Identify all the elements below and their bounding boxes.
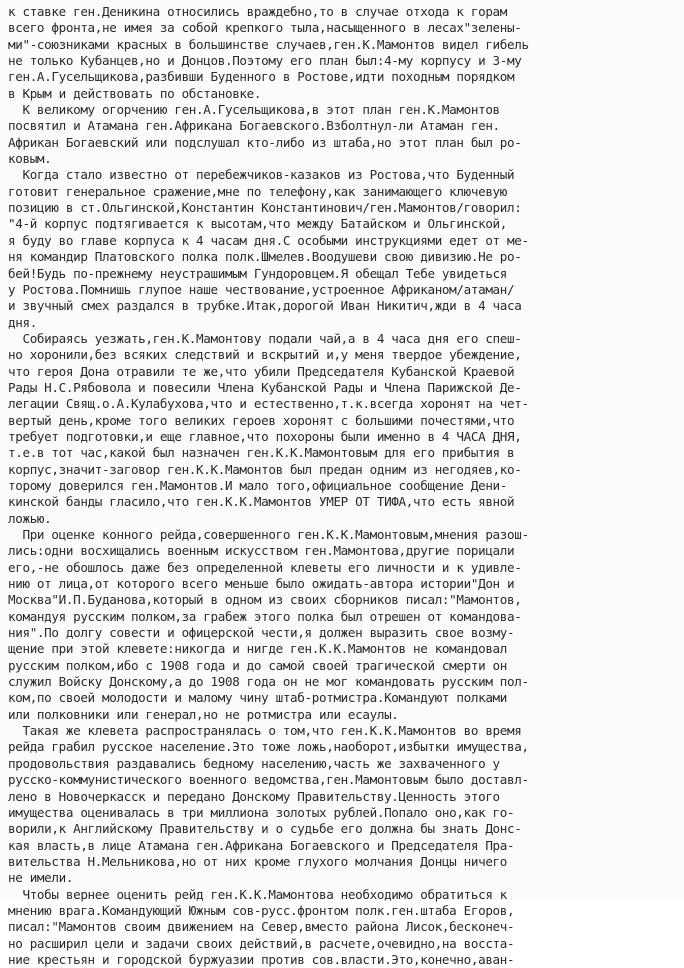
- text-line: бей!Будь по-прежнему неустрашимым Гундоровцем.Я обещал Тебе увидеться: [8, 265, 508, 281]
- text-line: посвятил и Атамана ген.Африкана Богаевского.Взболтнул-ли Атаман ген.: [8, 118, 500, 134]
- text-line: ковым.: [8, 151, 52, 167]
- text-line: Чтобы вернее оценить рейд ген.К.К.Мамонтова необходимо обратиться к: [8, 886, 508, 902]
- text-line: не только Кубанцев,но и Донцов.Поэтому его план был:4-му корпусу и 3-му: [8, 53, 522, 69]
- paragraph: [8, 4, 680, 102]
- text-line: ня командир Платовского полка полк.Шмелев.Воодушеви свою дивизию.Не ро-: [8, 249, 522, 265]
- text-line: ком,по своей молодости и малому чину штаб-ротмистра.Командуют полками: [8, 690, 508, 706]
- text-line: Когда стало известно от перебежчиков-казаков из Ростова,что Буденный: [8, 167, 515, 183]
- text-line: нию от лица,от которого всего меньше было ожидать-автора истории"Дон и: [8, 576, 515, 592]
- text-line: кинской банды гласило,что ген.К.К.Мамонтов УМЕР ОТ ТИФА,что есть явной: [8, 494, 515, 510]
- text-line: ген.А.Гусельщикова,разбивши Буденного в Ростове,идти походным порядком: [8, 69, 515, 85]
- paragraph: [8, 167, 680, 330]
- document-body: [8, 4, 680, 968]
- text-line: щение при этой клевете:никогда и нигде ген.К.К.Мамонтов не командовал: [8, 641, 508, 657]
- text-line: и звучный смех раздался в трубке.Итак,дорогой Иван Никитич,жди в 4 часа: [8, 298, 522, 314]
- text-line: вертый день,кроме того великих героев хоронят с большими почестями,что: [8, 412, 515, 428]
- text-line: ние крестьян и городской буржуазии против сов.власти.Это,конечно,аван-: [8, 951, 515, 967]
- text-line: Африкан Богаевский или подслушал кто-либо из штаба,но этот план был ро-: [8, 134, 522, 150]
- text-line: дня.: [8, 314, 37, 330]
- text-line: в Крым и действовать по обстановке.: [8, 85, 262, 101]
- text-line: "4-й корпус подтягивается к высотам,что между Батайском и Ольгинской,: [8, 216, 508, 232]
- paragraph: [8, 527, 680, 723]
- text-line: торому доверился ген.Мамонтов.И мало того,официальное сообщение Дени-: [8, 477, 508, 493]
- text-line: мнению врага.Командующий Южным сов-русс.фронтом полк.ген.штаба Егоров,: [8, 902, 515, 918]
- text-line: не имели.: [8, 870, 74, 886]
- text-line: При оценке конного рейда,совершенного ген.К.К.Мамонтовым,мнения разош-: [8, 527, 529, 542]
- text-line: лено в Новочеркасск и передано Донскому Правительству.Ценность этого: [8, 788, 500, 804]
- text-line: требует подготовки,и еще главное,что похороны были именно в 4 ЧАСА ДНЯ,: [8, 428, 522, 444]
- text-line: Москва"И.П.Буданова,который в одном из своих сборников писал:"Мамонтов,: [8, 592, 522, 608]
- text-line: его,-не обошлось даже без определенной клеветы его личности и к удивле-: [8, 559, 522, 575]
- text-line: ложью.: [8, 510, 52, 526]
- text-line: ворили,к Английскому Правительству и о судьбе его должна бы знать Донс-: [8, 821, 522, 837]
- text-line: имущества оценивалась в три миллиона золотых рублей.Попало оно,как го-: [8, 804, 515, 820]
- text-line: продовольствия раздавались бедному населению,часть же захваченного у: [8, 755, 500, 771]
- text-line: Такая же клевета распространялась о том,что ген.К.К.Мамонтов во время: [8, 723, 522, 739]
- text-line: но хоронили,без всяких следствий и вскрытий и,у меня твердое убеждение,: [8, 347, 522, 363]
- text-line: ния".По долгу совести и офицерской чести,я должен выразить свое возму-: [8, 625, 515, 641]
- text-line: ми"-союзниками красных в большинстве случаев,ген.К.Мамонтов видел гибель: [8, 36, 529, 52]
- text-line: служил Войску Донскому,а до 1908 года он не мог командовать русским пол-: [8, 674, 529, 690]
- text-line: Рады Н.С.Рябовола и повесили Члена Кубанской Рады и Члена Парижской Де-: [8, 379, 522, 395]
- text-line: писал:"Мамонтов своим движением на Север,вместо района Лисок,бесконеч-: [8, 919, 515, 935]
- text-line: позицию в ст.Ольгинской,Константин Константинович/ген.Мамонтов/говорил:: [8, 200, 522, 216]
- text-line: корпус,значит-заговор ген.К.К.Мамонтов был предан одним из негодяев,ко-: [8, 461, 522, 477]
- text-line: кая власть,в лице Атамана ген.Африкана Богаевского и Председателя Пра-: [8, 837, 515, 853]
- text-line: всего фронта,не имея за собой крепкого тыла,насыщенного в лесах"зелены-: [8, 20, 522, 36]
- text-line: лись:одни восхищались военным искусством ген.Мамонтова,другие порицали: [8, 543, 515, 559]
- text-line: командуя русским полком,за грабеж этого полка был отрешен от командова-: [8, 608, 522, 624]
- text-line: Собираясь уезжать,ген.К.Мамонтову подали чай,а в 4 часа дня его спеш-: [8, 330, 522, 346]
- text-line: К великому огорчению ген.А.Гусельщикова,в этот план ген.К.Мамонтов: [8, 102, 500, 118]
- text-line: или полковники или генерал,но не ротмистра или есаулы.: [8, 706, 399, 722]
- text-line: к ставке ген.Деникина относились враждебно,то в случае отхода к горам: [8, 4, 508, 19]
- text-line: легации Свящ.о.А.Кулабухова,что и естественно,т.к.всегда хоронят на чет-: [8, 396, 529, 412]
- paragraph: [8, 102, 680, 167]
- paragraph: [8, 887, 680, 968]
- text-line: рейда грабил русское население.Это тоже ложь,наоборот,избытки имущества,: [8, 739, 529, 755]
- text-line: я буду во главе корпуса к 4 часам дня.С особыми инструкциями едет от ме-: [8, 232, 529, 248]
- text-line: готовит генеральное сражение,мне по телефону,как занимающего ключевую: [8, 183, 508, 199]
- text-line: но расширил цели и задачи своих действий,в расчете,очевидно,на восста-: [8, 935, 515, 951]
- text-line: русско-коммунистического военного ведомства,ген.Мамонтовым было доставл-: [8, 772, 529, 788]
- text-line: что героя Дона отравили те же,что убили Председателя Кубанской Краевой: [8, 363, 515, 379]
- paragraph: [8, 331, 680, 527]
- text-line: русским полком,ибо с 1908 года и до самой своей трагической смерти он: [8, 657, 508, 673]
- text-line: вительства Н.Мельникова,но от них кроме глухого молчания Донцы ничего: [8, 853, 508, 869]
- paragraph: [8, 723, 680, 886]
- text-line: у Ростова.Помнишь глупое наше чествование,устроенное Африканом/атаман/: [8, 281, 515, 297]
- text-line: т.е.в тот час,какой был назначен ген.К.К.Мамонтовым для его прибытия в: [8, 445, 515, 461]
